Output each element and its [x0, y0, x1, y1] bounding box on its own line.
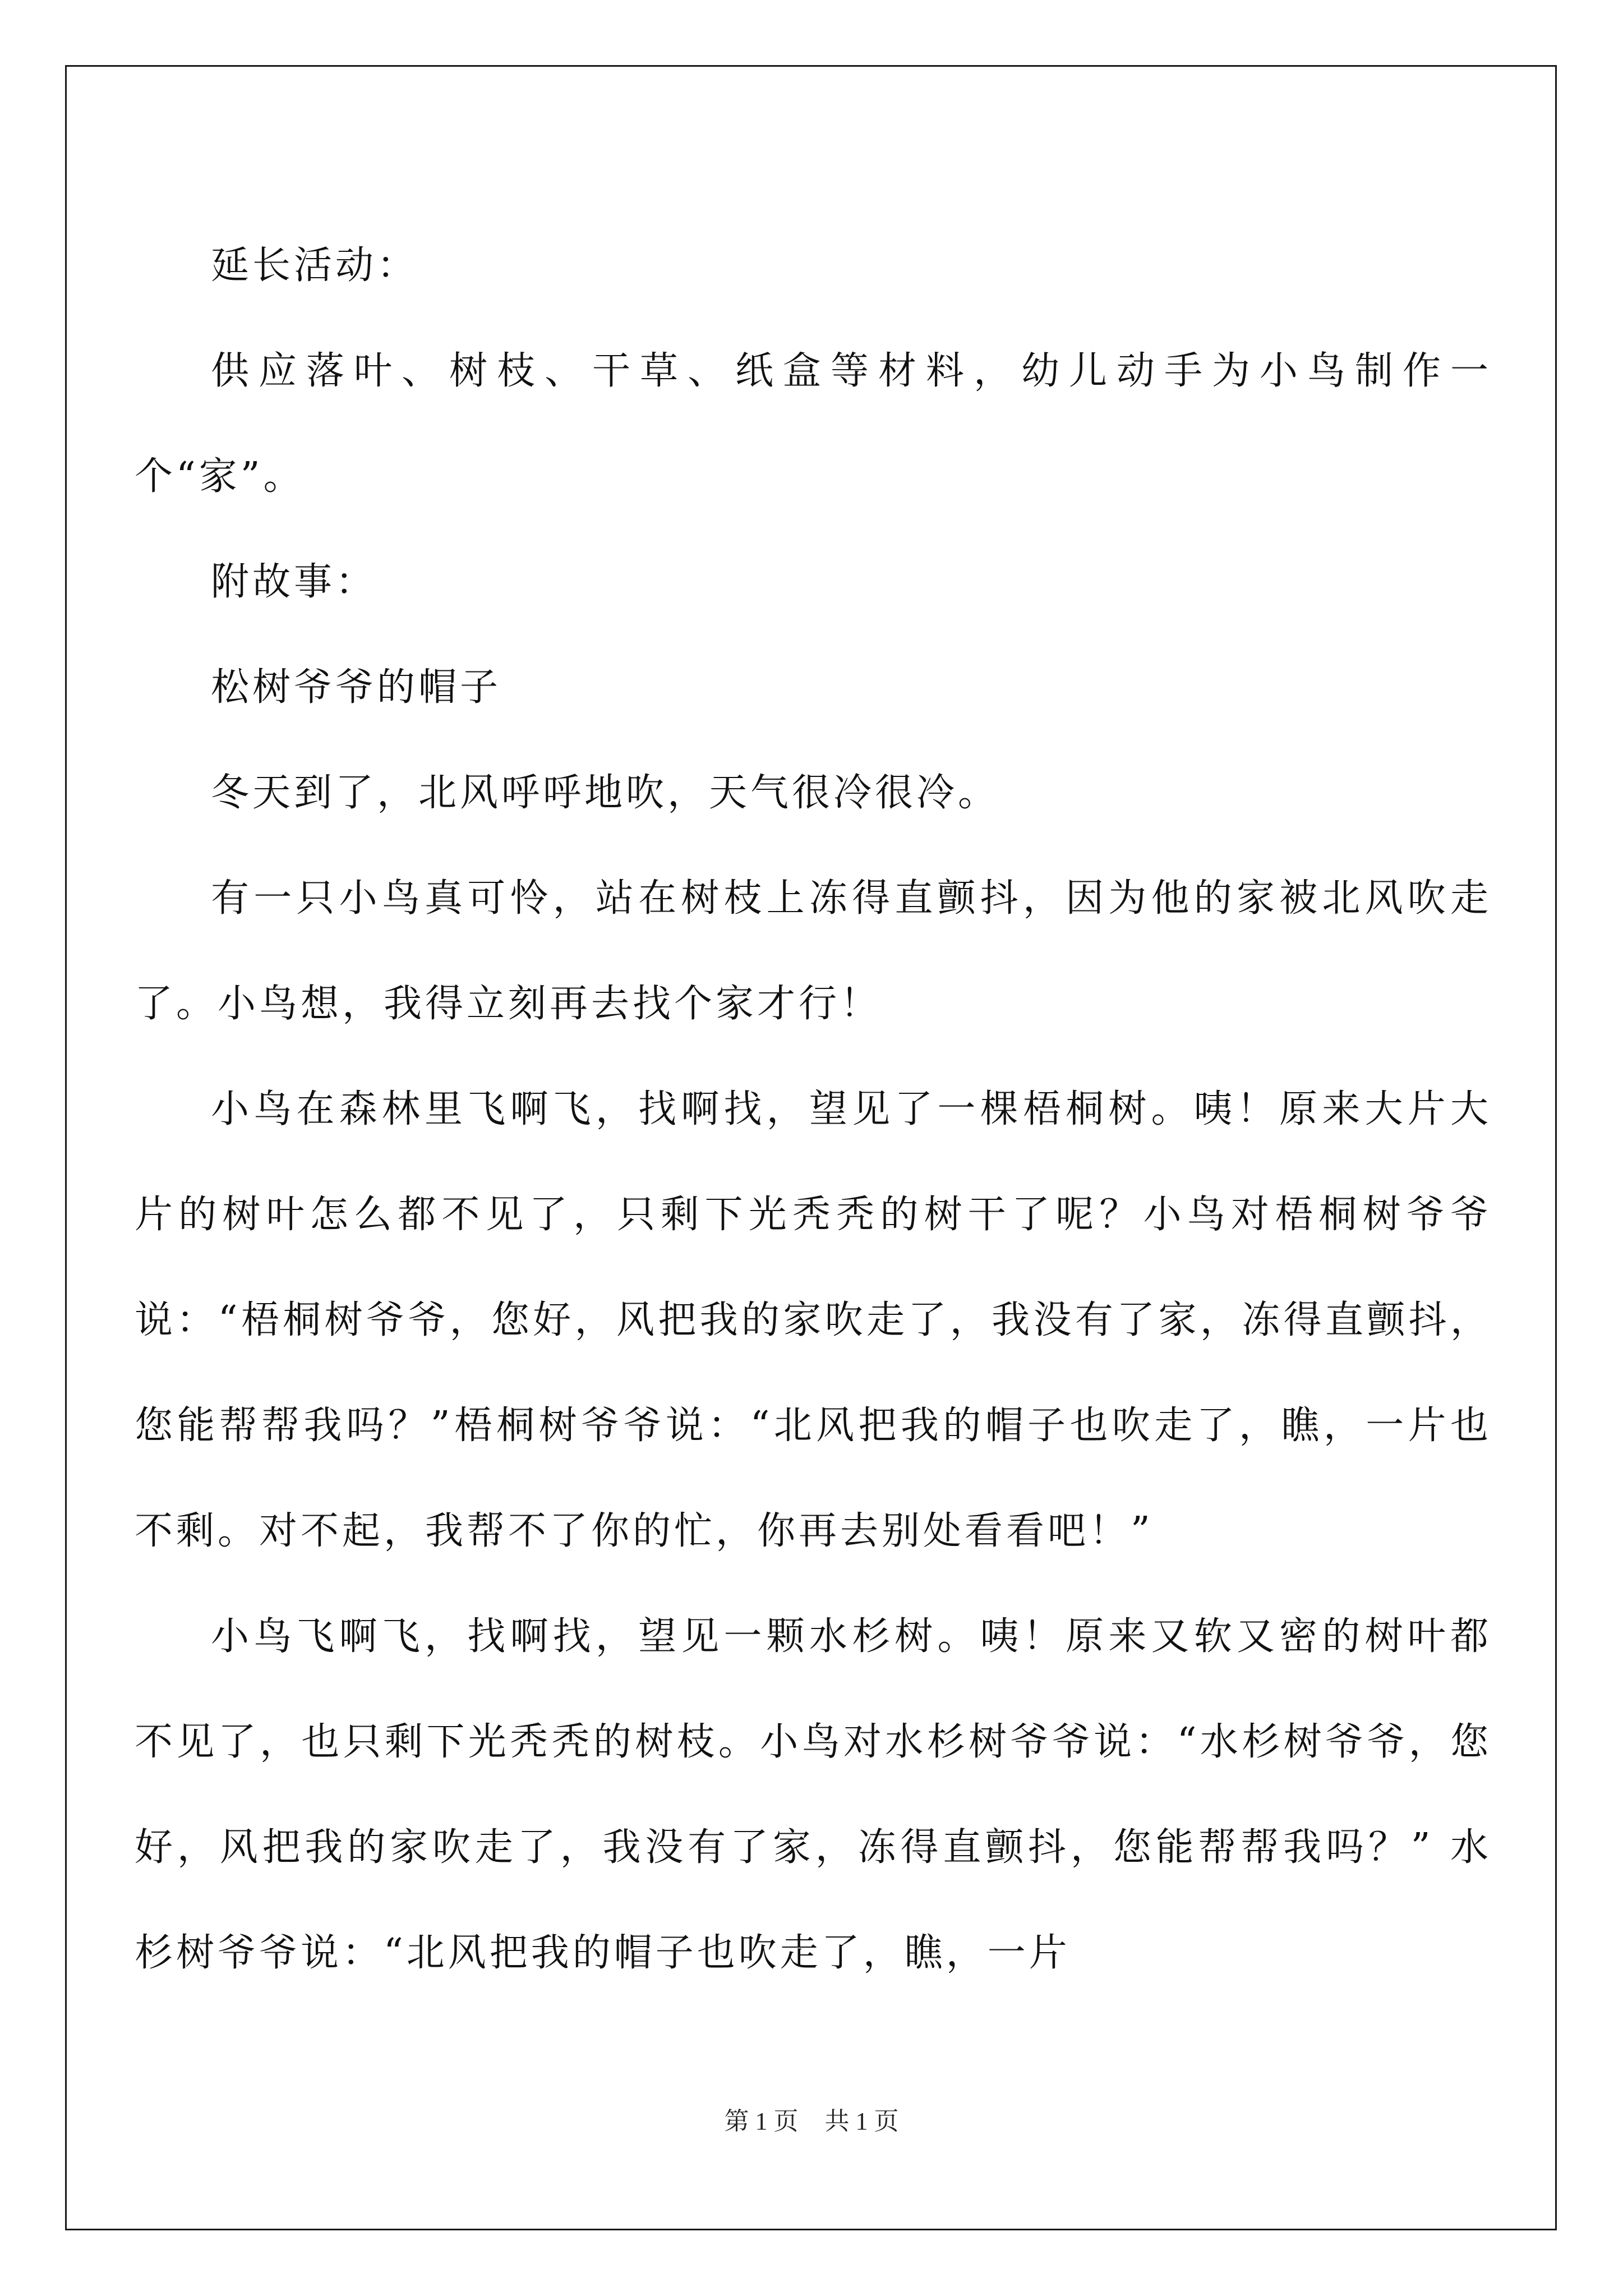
page-footer: [0, 2101, 1623, 2137]
paragraph-materials: 供应落叶、树枝、干草、纸盒等材料，幼儿动手为小鸟制作一个“家”。: [135, 349, 1492, 499]
paragraph-winter: 冬天到了，北风呼呼地吹，天气很冷很冷。: [211, 771, 1000, 815]
paragraph-story-heading: 附故事：: [211, 560, 377, 604]
paragraph-bird: 有一只小鸟真可怜，站在树枝上冻得直颤抖，因为他的家被北风吹走了。小鸟想，我得立刻再去找个家才行！: [135, 876, 1492, 1026]
page-number: 第 1 页: [724, 2108, 799, 2135]
paragraph-metasequoia: 小鸟飞啊飞，找啊找，望见一颗水杉树。咦！原来又软又密的树叶都不见了，也只剩下光秃秃的树枝。小鸟对水杉树爷爷说：“水杉树爷爷，您好，风把我的家吹走了，我没有了家，冻得直颤抖，您能帮帮我吗？” 水杉树爷爷说：“北风把我的帽子也吹走了，瞧，一片: [135, 1614, 1492, 1975]
document-body: [135, 213, 1492, 2006]
paragraph-parasol-tree: 小鸟在森林里飞啊飞，找啊找，望见了一棵梧桐树。咦！原来大片大片的树叶怎么都不见了，只剩下光秃秃的树干了呢？小鸟对梧桐树爷爷说：“梧桐树爷爷，您好，风把我的家吹走了，我没有了家，冻得直颤抖，您能帮帮我吗？”梧桐树爷爷说：“北风把我的帽子也吹走了，瞧，一片也不剩。对不起，我帮不了你的忙，你再去别处看看吧！”: [135, 1087, 1492, 1553]
paragraph-story-title: 松树爷爷的帽子: [211, 665, 502, 710]
page-total: 共 1 页: [824, 2108, 899, 2135]
paragraph-extension-heading: 延长活动：: [211, 243, 419, 288]
